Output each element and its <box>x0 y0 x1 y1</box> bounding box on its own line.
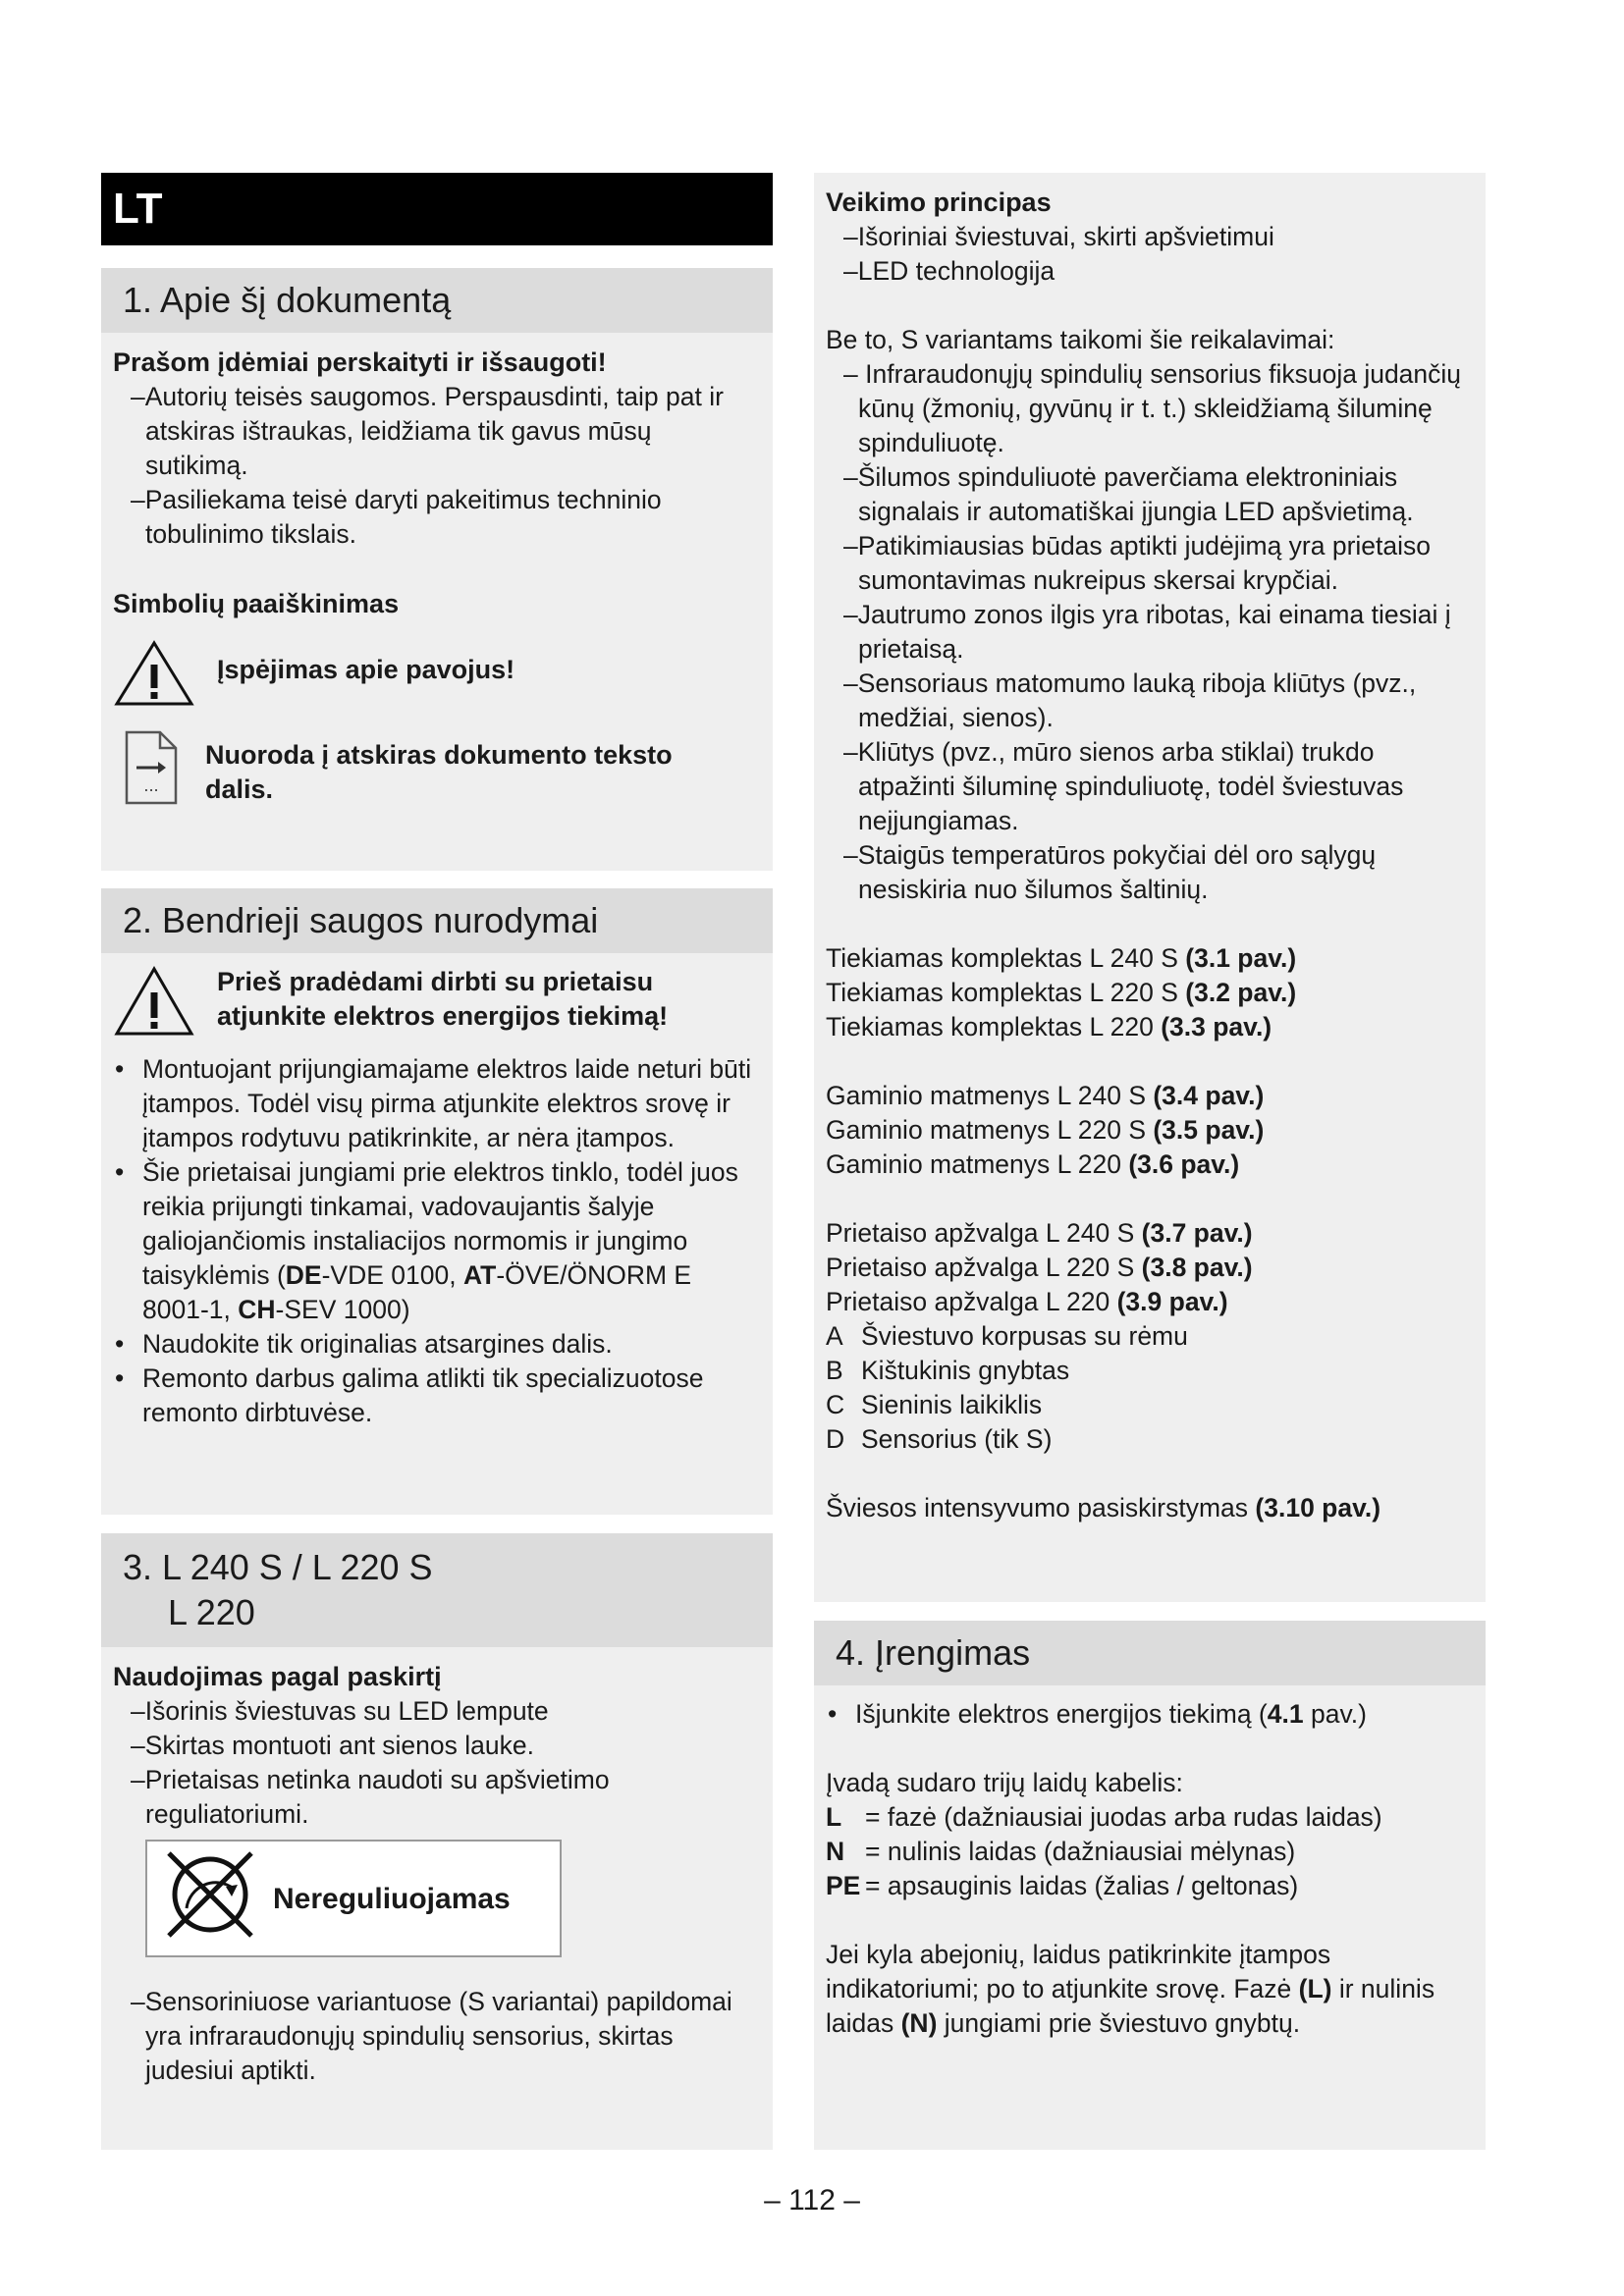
list-item: –Pasiliekama teisė daryti pakeitimus techninio tobulinimo tikslais. <box>131 485 662 549</box>
list-item: –Patikimiausias būdas aptikti judėjimą yra prietaiso sumontavimas nukreipus skersai krypčiai. <box>843 531 1432 595</box>
document-reference-icon <box>123 728 180 816</box>
no-dimmer-icon <box>161 1845 259 1952</box>
warning-icon <box>113 639 195 717</box>
legend-item: A Šviestuvo korpusas su rėmu <box>826 1321 1188 1351</box>
list-item: • Šie prietaisai jungiami prie elektros tinklo, todėl juos reikia prijungti tinkamai, vadovaujantis šalyje galiojančiomis instaliacijos normomis ir jungimo taisyklėmis (DE-VDE 0100, AT-ÖVE/ÖNORM E 8001-1, CH-SEV 1000) <box>113 1155 761 1327</box>
list-item: • Remonto darbus galima atlikti tik specializuotose remonto dirbtuvėse. <box>113 1362 761 1430</box>
no-dimmer-badge <box>145 1840 562 1957</box>
wire-row: N = nulinis laidas (dažniausiai mėlynas) <box>826 1837 1296 1866</box>
list-item: –Kliūtys (pvz., mūro sienos arba stiklai) trukdo atpažinti šiluminę spinduliuotę, todėl šviestuvas neįjungiamas. <box>843 737 1404 835</box>
section-3-title: 3. L 240 S / L 220 S L 220 <box>101 1533 773 1647</box>
reference-text: Nuoroda į atskiras dokumento teksto dalis. <box>205 740 673 804</box>
list-item: –Staigūs temperatūros pokyčiai dėl oro sąlygų nesiskiria nuo šilumos šaltinių. <box>843 840 1377 904</box>
section-3-box <box>101 1533 773 2150</box>
section-4-box <box>814 1621 1486 2150</box>
legend-item: D Sensorius (tik S) <box>826 1424 1053 1454</box>
list-item: • Naudokite tik originalias atsargines dalis. <box>113 1327 761 1362</box>
warning-icon <box>113 965 195 1046</box>
language-label: LT <box>101 173 773 245</box>
scope-line: Tiekiamas komplektas L 240 S (3.1 pav.) <box>826 943 1297 973</box>
overview-line: Prietaiso apžvalga L 220 (3.9 pav.) <box>826 1287 1228 1316</box>
list-item: –Šilumos spinduliuotė paverčiama elektroniniais signalais ir automatiškai įjungia LED apšvietimą. <box>843 462 1414 526</box>
voltage-check-note: Jei kyla abejonių, laidus patikrinkite įtampos indikatoriumi; po to atjunkite srovę. Fazė (L) ir nulinis laidas (N) jungiami prie šviestuvo gnybtų. <box>826 1940 1435 2038</box>
list-item: –Išorinis šviestuvas su LED lempute <box>131 1696 549 1726</box>
no-dimmer-label: Nereguliuojamas <box>273 1882 511 1915</box>
list-item: –LED technologija <box>843 256 1056 286</box>
legend-item: B Kištukinis gnybtas <box>826 1356 1070 1385</box>
list-item: –Sensoriaus matomumo lauką riboja kliūtys (pvz., medžiai, sienos). <box>843 668 1417 732</box>
section-4-title: 4. Įrengimas <box>814 1621 1486 1685</box>
warning-text: Įspėjimas apie pavojus! <box>217 655 515 684</box>
scope-line: Tiekiamas komplektas L 220 S (3.2 pav.) <box>826 978 1297 1007</box>
overview-line: Prietaiso apžvalga L 220 S (3.8 pav.) <box>826 1253 1253 1282</box>
wire-row: PE = apsauginis laidas (žalias / geltonas) <box>826 1871 1299 1900</box>
section-2-box <box>101 888 773 1515</box>
section-3-continued-box <box>814 173 1486 1602</box>
section-1-box <box>101 268 773 871</box>
symbol-warning <box>113 639 761 717</box>
section-1-title: 1. Apie šį dokumentą <box>101 268 773 333</box>
list-item: • Montuojant prijungiamajame elektros laide neturi būti įtampos. Todėl visų pirma atjunkite elektros srovę ir įtampos rodytuvu patikrinkite, ar nėra įtampos. <box>113 1052 761 1155</box>
section-2-title: 2. Bendrieji saugos nurodymai <box>101 888 773 953</box>
list-item: –Jautrumo zonos ilgis yra ribotas, kai einama tiesiai į prietaisą. <box>843 600 1451 664</box>
page-number: – 112 – <box>764 2184 860 2216</box>
list-item: – Infraraudonųjų spindulių sensorius fiksuoja judančių kūnų (žmonių, gyvūnų ir t. t.) skleidžiamą šiluminę spinduliuotę. <box>843 359 1462 457</box>
list-item: –Autorių teisės saugomos. Perspausdinti, taip pat ir atskiras ištraukas, leidžiama tik gavus mūsų sutikimą. <box>131 382 724 480</box>
legend-item: C Sieninis laikiklis <box>826 1390 1043 1419</box>
scope-line: Tiekiamas komplektas L 220 (3.3 pav.) <box>826 1012 1272 1041</box>
light-distribution-line: Šviesos intensyvumo pasiskirstymas (3.10 pav.) <box>826 1493 1381 1522</box>
symbol-reference <box>113 728 761 816</box>
overview-line: Prietaiso apžvalga L 240 S (3.7 pav.) <box>826 1218 1253 1248</box>
wire-row: L = fazė (dažniausiai juodas arba rudas laidas) <box>826 1802 1382 1832</box>
principle-heading: Veikimo principas <box>826 187 1052 217</box>
cable-intro: Įvadą sudaro trijų laidų kabelis: <box>826 1768 1183 1797</box>
safety-warning <box>113 965 761 1046</box>
list-item: –Išoriniai šviestuvai, skirti apšvietimui <box>843 222 1274 251</box>
dimension-line: Gaminio matmenys L 220 (3.6 pav.) <box>826 1149 1240 1179</box>
symbols-heading: Simbolių paaiškinimas <box>113 589 400 618</box>
dimension-line: Gaminio matmenys L 240 S (3.4 pav.) <box>826 1081 1265 1110</box>
svg-text:...: ... <box>143 776 159 795</box>
read-heading: Prašom įdėmiai perskaityti ir išsaugoti! <box>113 347 607 377</box>
list-item: –Skirtas montuoti ant sienos lauke. <box>131 1731 534 1760</box>
s-requirements-intro: Be to, S variantams taikomi šie reikalavimai: <box>826 325 1335 354</box>
list-item: • Išjunkite elektros energijos tiekimą (4.1 pav.) <box>826 1697 1474 1732</box>
list-item: –Sensoriniuose variantuose (S variantai) papildomai yra infraraudonųjų spindulių sensorius, skirtas judesiui aptikti. <box>131 1987 732 2085</box>
list-item: –Prietaisas netinka naudoti su apšvietimo reguliatoriumi. <box>131 1765 610 1829</box>
safety-warning-text: Prieš pradėdami dirbti su prietaisu atjunkite elektros energijos tiekimą! <box>217 967 669 1031</box>
dimension-line: Gaminio matmenys L 220 S (3.5 pav.) <box>826 1115 1265 1145</box>
use-heading: Naudojimas pagal paskirtį <box>113 1662 442 1691</box>
